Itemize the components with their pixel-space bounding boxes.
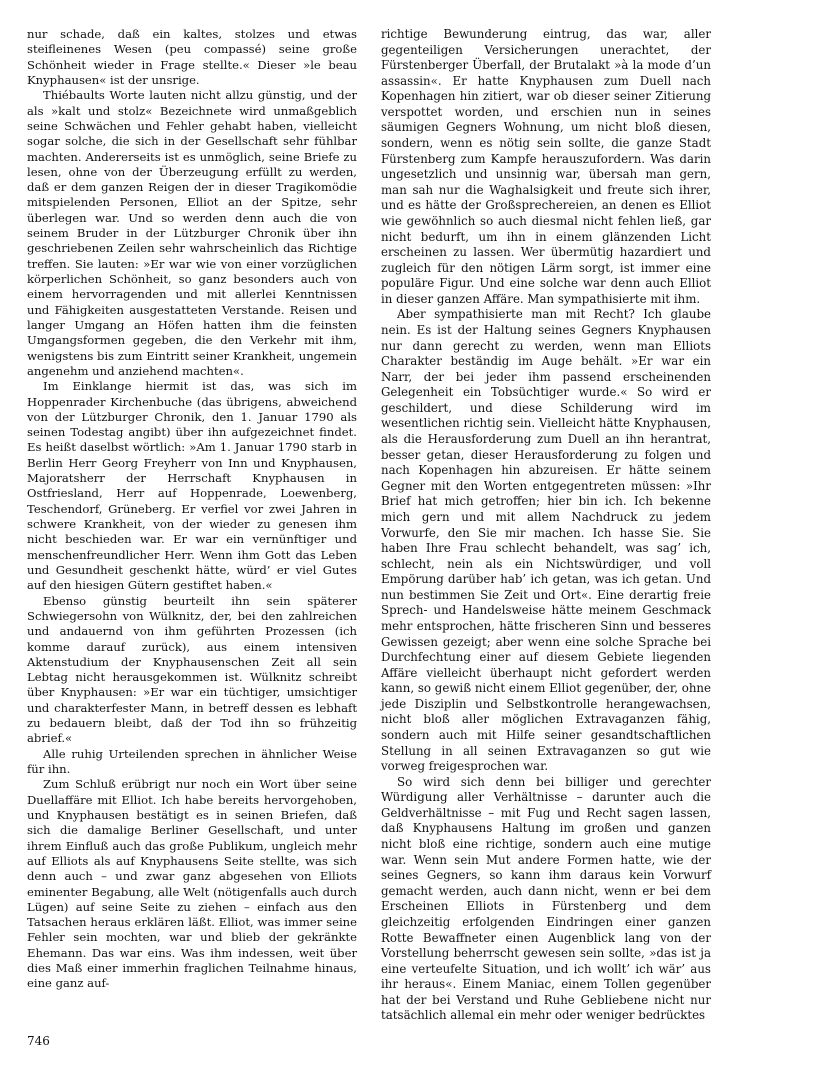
page-number: 746	[27, 1034, 50, 1048]
left-column	[27, 27, 357, 992]
paragraph: Alle ruhig Urteilenden sprechen in ähnlicher Weise für ihn.	[27, 746, 357, 776]
paragraph: nur schade, daß ein kaltes, stolzes und etwas steifleinenes Wesen (peu compassé) seine große Schönheit wieder in Frage stellte.« Dieser »le beau Knyphausen« ist der unsrige.	[27, 27, 357, 87]
paragraph: Aber sympathisierte man mit Recht? Ich glaube nein. Es ist der Haltung seines Gegners Knyphausen nur dann gerecht zu werden, wenn man Elliots Charakter beständig im Auge behält. »Er war ein Narr, der bei jeder ihm passend erscheinenden Gelegenheit ein Tobsüchtiger wurde.« So wird er geschildert, und diese Schilderung wird im wesentlichen richtig sein. Vielleicht hätte Knyphausen, als die Herausforderung zum Duell an ihn herantrat, besser getan, dieser Herausforderung zu folgen und nach Kopenhagen hin abzureisen. Er hätte seinem Gegner mit den Worten entgegentreten müssen: »Ihr Brief hat mich getroffen; hier bin ich. Ich bekenne mich gern und mit allem Nachdruck zu jedem Vorwurfe, den Sie mir machen. Ich hasse Sie. Sie haben Ihre Frau schlecht behandelt, was sag’ ich, schlecht, nein als ein Nichtswürdiger, und voll Empörung darüber hab’ ich getan, was ich getan. Und nun bestimmen Sie Zeit und Ort«. Eine derartig freie Sprech- und Handelsweise hätte meinem Geschmack mehr entsprochen, hätte frischeren Sinn und besseres Gewissen gezeigt; aber wenn eine solche Sprache bei Durchfechtung einer auf diesem Gebiete liegenden Affäre vielleicht überhaupt nicht gefordert werden kann, so gewiß nicht einem Elliot gegenüber, der, ohne jede Disziplin und Selbstkontrolle herangewachsen, nicht bloß aller möglichen Extravaganzen fähig, sondern auch mit Hilfe seiner gesandtschaftlichen Stellung in all seinen Extravaganzen so gut wie vorweg freigesprochen war.	[381, 307, 712, 774]
paragraph: Im Einklange hiermit ist das, was sich im Hoppenrader Kirchenbuche (das übrigens, abweichend von der Lützburger Chronik, den 1. Januar 1790 als seinen Todestag angibt) über ihn aufgezeichnet findet. Es heißt daselbst wörtlich: »Am 1. Januar 1790 starb in Berlin Herr Georg Freyherr von Inn und Knyphausen, Majoratsherr der Herrschaft Knyphausen in Ostfriesland, Herr auf Hoppenrade, Loewenberg, Teschendorf, Grüneberg. Er verfiel vor zwei Jahren in schwere Krankheit, von der wieder zu genesen ihm nicht beschieden war. Er war ein vernünftiger und menschenfreundlicher Herr. Wenn ihm Gott das Leben und Gesundheit geschenkt hätte, würd’ er viel Gutes auf den hiesigen Gütern gestiftet haben.«	[27, 379, 357, 593]
paragraph: Ebenso günstig beurteilt ihn sein späterer Schwiegersohn von Wülknitz, der, bei den zahlreichen und andauernd von ihm geführten Prozessen (ich komme darauf zurück), aus einem intensiven Aktenstudium der Knyphausenschen Zeit all sein Lebtag nicht herausgekommen ist. Wülknitz schreibt über Knyphausen: »Er war ein tüchtiger, umsichtiger und charakterfester Mann, in betreff dessen es lebhaft zu bedauern bleibt, daß der Tod ihn so frühzeitig abrief.«	[27, 593, 357, 746]
paragraph: Zum Schluß erübrigt nur noch ein Wort über seine Duellaffäre mit Elliot. Ich habe bereits hervorgehoben, und Knyphausen bestätigt es in seinen Briefen, daß sich die damalige Berliner Gesellschaft, und unter ihrem Einfluß auch das große Publikum, ungleich mehr auf Elliots als auf Knyphausens Seite stellte, was sich denn auch – und zwar ganz abgesehen von Elliots eminenter Begabung, alle Welt (nötigenfalls auch durch Lügen) auf seine Seite zu ziehen – einfach aus den Tatsachen heraus erklären läßt. Elliot, was immer seine Fehler sein mochten, war und blieb der gekränkte Ehemann. Das war eins. Was ihm indessen, weit über dies Maß einer immerhin fraglichen Teilnahme hinaus, eine ganz auf-	[27, 777, 357, 991]
right-column	[381, 27, 711, 1024]
paragraph: Thiébaults Worte lauten nicht allzu günstig, und der als »kalt und stolz« Bezeichnete wird unmaßgeblich seine Schwächen und Fehler gehabt haben, vielleicht sogar solche, die sich in der Gesellschaft sehr fühlbar machten. Andererseits ist es unmöglich, seine Briefe zu lesen, ohne von der Überzeugung erfüllt zu werden, daß er dem ganzen Reigen der in dieser Tragikomödie mitspielenden Personen, Elliot an der Spitze, sehr überlegen war. Und so werden denn auch die von seinem Bruder in der Lützburger Chronik über ihn geschriebenen Zeilen sehr wahrscheinlich das Richtige treffen. Sie lauten: »Er war wie von einer vorzüglichen körperlichen Schönheit, so ganz besonders auch von einem hervorragenden und mit allerlei Kenntnissen und Fähigkeiten ausgestatteten Verstande. Reisen und langer Umgang an Höfen hatten ihm die feinsten Umgangsformen gegeben, die den Verkehr mit ihm, wenigstens bis zum Eintritt seiner Krankheit, ungemein angenehm und anziehend machten«.	[27, 88, 357, 378]
paragraph: richtige Bewunderung eintrug, das war, aller gegenteiligen Versicherungen unerachtet, der Fürstenberger Überfall, der Brutalakt »à la mode d’un assassin«. Er hatte Knyphausen zum Duell nach Kopenhagen hin zitiert, war ob dieser seiner Zitierung verspottet worden, und erschien nun in seines säumigen Gegners Wohnung, um nicht bloß diesen, sondern, wenn es nötig sein sollte, die ganze Stadt Fürstenberg zum Kampfe herauszufordern. Was darin ungesetzlich und unsinnig war, übersah man gern, man sah nur die Waghalsigkeit und freute sich ihrer, und es hätte der Großsprechereien, an denen es Elliot wie gewöhnlich so auch diesmal nicht fehlen ließ, gar nicht bedurft, um ihn in einem glänzenden Licht erscheinen zu lassen. Wer übermütig hazardiert und zugleich für den nötigen Lärm sorgt, ist immer eine populäre Figur. Und eine solche war denn auch Elliot in dieser ganzen Affäre. Man sympathisierte mit ihm.	[381, 27, 711, 306]
paragraph: So wird sich denn bei billiger und gerechter Würdigung aller Verhältnisse – darunter auch die Geldverhältnisse – mit Fug und Recht sagen lassen, daß Knyphausens Haltung im großen und ganzen nicht bloß eine richtige, sondern auch eine mutige war. Wenn sein Mut andere Formen hatte, wie der seines Gegners, so kann ihm daraus kein Vorwurf gemacht werden, auch dann nicht, wenn er bei dem Erscheinen Elliots in Fürstenberg und dem gleichzeitig erfolgenden Eindringen einer ganzen Rotte Bewaffneter einen Augenblick lang von der Vorstellung beherrscht gewesen sein sollte, »das ist ja eine verteufelte Situation, und ich wollt’ ich wär’ aus ihr heraus«. Einem Maniac, einem Tollen gegenüber hat der bei Verstand und Ruhe Gebliebene nicht nur tatsächlich allemal ein mehr oder weniger bedrücktes	[381, 774, 711, 1023]
